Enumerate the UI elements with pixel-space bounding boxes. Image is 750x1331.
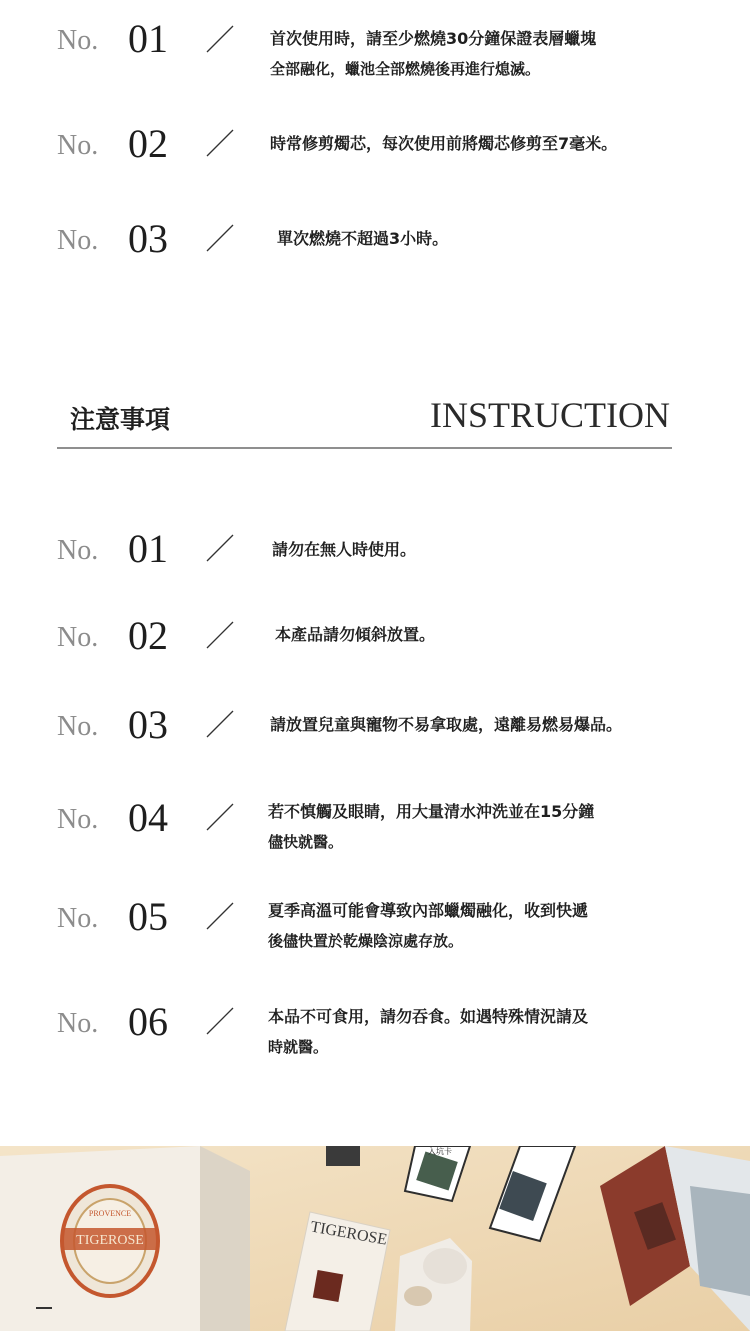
item-number: 01	[128, 526, 168, 571]
section-title-en: INSTRUCTION	[430, 395, 670, 435]
step-text-line1: 時常修剪燭芯，每次使用前將燭芯修剪至7毫米。	[270, 134, 618, 153]
item-prefix: No.	[57, 1008, 99, 1039]
item-text-line1: 本品不可食用，請勿吞食。如遇特殊情況請及	[268, 1007, 589, 1026]
slash-divider-icon	[205, 709, 235, 739]
item-text	[268, 797, 688, 857]
item-text-line2: 後儘快置於乾燥陰涼處存放。	[268, 932, 464, 950]
item-text-line1: 本產品請勿傾斜放置。	[275, 625, 436, 644]
slash-divider-icon	[205, 128, 235, 158]
box-label-text: PROVENCE	[88, 1209, 132, 1218]
slash-divider-icon	[205, 620, 235, 650]
slash-divider-icon	[205, 1006, 235, 1036]
item-text-line1: 請放置兒童與寵物不易拿取處，遠離易燃易爆品。	[270, 715, 623, 734]
step-prefix: No.	[57, 225, 99, 256]
svg-text:TIGEROSE: TIGEROSE	[309, 1218, 389, 1249]
slash-divider-icon	[205, 802, 235, 832]
product-box	[0, 1146, 250, 1331]
step-text	[270, 24, 690, 84]
step-prefix: No.	[57, 25, 99, 56]
item-text-line2: 儘快就醫。	[268, 833, 344, 851]
item-number: 05	[128, 894, 168, 939]
box-brand-text: TIGEROSE	[76, 1233, 144, 1248]
item-prefix: No.	[57, 535, 99, 566]
step-text	[277, 224, 697, 254]
item-number: 03	[128, 702, 168, 747]
step-text-line2: 全部融化，蠟池全部燃燒後再進行熄滅。	[270, 60, 541, 78]
product-photo	[0, 1146, 750, 1331]
step-text	[270, 129, 690, 159]
item-prefix: No.	[57, 711, 99, 742]
item-prefix: No.	[57, 903, 99, 934]
item-text	[270, 710, 690, 740]
item-prefix: No.	[57, 622, 99, 653]
item-text	[268, 896, 688, 956]
item-number: 04	[128, 795, 168, 840]
item-text-line1: 若不慎觸及眼睛，用大量清水沖洗並在15分鐘	[268, 802, 595, 821]
item-number: 06	[128, 999, 168, 1044]
item-text	[272, 535, 692, 565]
step-number: 01	[128, 16, 168, 61]
slash-divider-icon	[205, 901, 235, 931]
section-title-zh: 注意事項	[70, 405, 171, 434]
item-number: 02	[128, 613, 168, 658]
item-text	[275, 620, 695, 650]
step-prefix: No.	[57, 130, 99, 161]
item-text-line1: 請勿在無人時使用。	[272, 540, 417, 559]
item-text-line1: 夏季高溫可能會導致內部蠟燭融化，收到快遞	[268, 901, 589, 920]
step-text-line1: 單次燃燒不超過3小時。	[277, 229, 449, 248]
item-prefix: No.	[57, 804, 99, 835]
slash-divider-icon	[205, 24, 235, 54]
step-text-line1: 首次使用時，請至少燃燒30分鐘保證表層蠟塊	[270, 29, 597, 48]
step-number: 03	[128, 216, 168, 261]
step-number: 02	[128, 121, 168, 166]
item-text	[268, 1002, 688, 1062]
card-text: 入坑卡	[428, 1147, 452, 1156]
slash-divider-icon	[205, 223, 235, 253]
item-text-line2: 時就醫。	[268, 1038, 329, 1056]
section-divider	[57, 447, 672, 449]
slash-divider-icon	[205, 533, 235, 563]
product-photo-illustration	[0, 1146, 750, 1331]
